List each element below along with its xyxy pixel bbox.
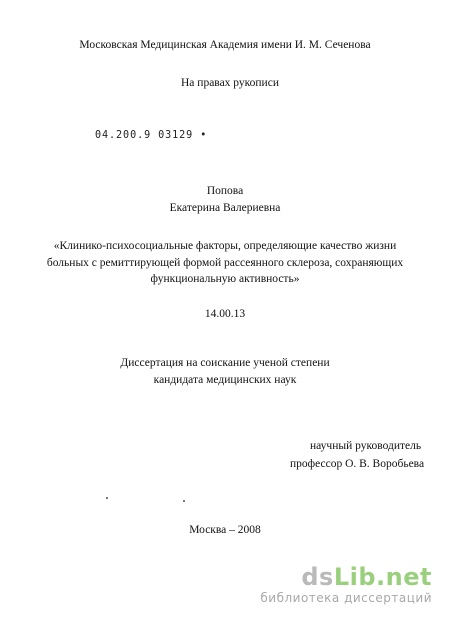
specialty-code: 14.00.13 [204, 308, 246, 320]
stamp-number: 04.200.9 03129 [95, 128, 194, 141]
title-line: функциональную активность» [150, 273, 300, 285]
supervisor-name: профессор О. В. Воробьева [290, 458, 425, 470]
watermark-brand-prefix: ds [301, 563, 334, 591]
dslib-watermark-logo [260, 565, 432, 605]
stamp-mark: • [193, 128, 208, 141]
author-name: Екатерина Валериевна [169, 202, 281, 214]
watermark-subtitle: библиотека диссертаций [260, 591, 432, 605]
institution-name: Московская Медицинская Академия имени И. М. Сеченова [79, 39, 371, 51]
title-line: «Клинико-психосоциальные факторы, определяющие качество жизни [53, 240, 397, 252]
rights-note: На правах рукописи [181, 77, 279, 89]
watermark-brand-suffix: Lib.net [333, 563, 432, 591]
scan-speck [183, 500, 185, 502]
supervisor-role: научный руководитель [310, 440, 422, 452]
archive-stamp [95, 128, 207, 141]
author-surname: Попова [206, 185, 244, 197]
scan-speck [106, 497, 108, 499]
degree-line: кандидата медицинских наук [153, 374, 297, 386]
degree-line: Диссертация на соискание ученой степени [120, 357, 330, 369]
city-year: Москва – 2008 [189, 524, 261, 536]
watermark-brand [260, 565, 432, 589]
title-line: больных с ремиттирующей формой рассеянного склероза, сохраняющих [46, 257, 404, 269]
